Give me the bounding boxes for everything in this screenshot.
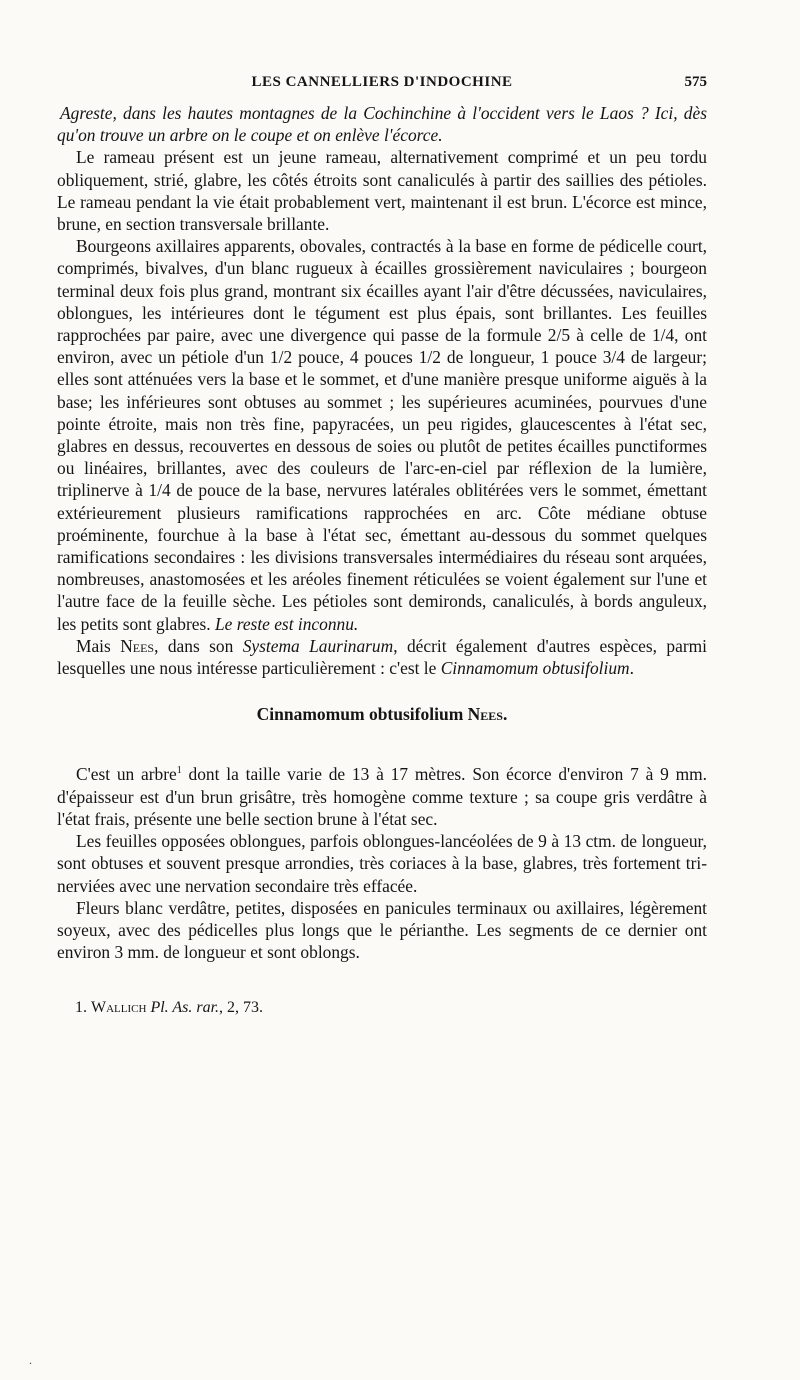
margin-mark: .	[29, 1353, 32, 1367]
section-author: Nees	[467, 704, 503, 725]
species-name: Cinnamomum obtusifolium	[440, 658, 630, 679]
paragraph-1	[57, 102, 707, 146]
page-number: 575	[684, 74, 707, 90]
author-nees: Nees	[120, 635, 155, 656]
p4-b: , dans son	[154, 635, 234, 656]
paragraph-2: Le rameau présent est un jeune rameau, alternativement comprimé et un peu tordu obliquement, strié, glabre, les côtés étroits sont canaliculés à partir des saillies des pétioles. Le rameau pendant la vie était probablement vert, maintenant il est brun. L'écorce est mince, brune, en section transversale brillante.	[57, 147, 707, 235]
footnote-work: Pl. As. rar.	[150, 999, 220, 1017]
body-text	[57, 102, 707, 963]
footnote-author: Wallich	[91, 999, 147, 1017]
italic-quote: Agreste, dans les hautes montagnes de la Cochinchine à l'occident vers le Laos ? Ici, dès qu'on trouve un arbre on le coupe et on enlève l'écorce.	[57, 103, 707, 146]
running-header	[57, 68, 707, 102]
paragraph-3	[57, 235, 707, 635]
p4-a: Mais	[76, 635, 111, 656]
p4-c: , décrit également d'autres espèces, parmi lesquelles une nous intéresse particulièrement : c'est le	[57, 635, 707, 679]
footnote-number: 1.	[75, 999, 87, 1017]
footnote	[57, 999, 707, 1017]
p5-a: C'est un arbre	[76, 764, 177, 785]
footnote-ref-text: , 2, 73.	[219, 999, 264, 1017]
footnote-ref: 1	[176, 765, 182, 777]
section-end: .	[502, 704, 508, 725]
paragraph-3-text: Bourgeons axillaires apparents, obovales, contractés à la base en forme de pédicelle court, comprimés, bivalves, d'un blanc rugueux à écailles grossièrement naviculaires ; bourgeon terminal deux fois plus grand, montrant six écailles ayant l'air d'être décussées, naviculaires, oblongues, les intérieures dont le tégument est plus épais, sont brillantes. Les feuilles rapprochées par paire, avec une divergence qui passe de la formule 2/5 à celle de 1/4, ont environ, avec un pétiole d'un 1/2 pouce, 4 pouces 1/2 de longueur, 1 pouce 3/4 de largeur; elles sont atténuées vers la base et le sommet, et d'une manière presque uniforme aiguës à la base; les inférieures sont obtuses au sommet ; les supérieures acuminées, pourvues d'une pointe étroite, mais non très fine, papyracées, un peu rigides, glaucescentes à l'état sec, glabres en dessus, recouvertes en dessous de soies ou plutôt de petites écailles punctiformes ou linéaires, brillantes, avec des couleurs de l'arc-en-ciel par réflexion de la lumière, triplinerve à 1/4 de pouce de la base, nervures latérales oblitérées vers le sommet, émettant extérieurement plusieurs ramifications rapprochées en arc. Côte médiane obtuse proéminente, fourchue à la base à l'état sec, émettant au-dessous du sommet quelques ramifications secondaires : les divisions transversales intermédiaires du réseau sont arquées, nombreuses, anastomosées et les aréoles finement réticulées se voient également sur l'une et l'autre face de la feuille sèche. Les pétioles sont demironds, canaliculés, à bords anguleux, les petits sont glabres.	[57, 236, 707, 634]
paragraph-4	[57, 635, 707, 679]
running-title: LES CANNELLIERS D'INDOCHINE	[251, 74, 513, 90]
section-species: Cinnamomum obtusifolium	[256, 704, 464, 725]
work-title: Systema Laurinarum	[242, 635, 394, 656]
p4-d: .	[629, 658, 634, 679]
p5-b: dont la taille varie de 13 à 17 mètres. Son écorce d'environ 7 à 9 mm. d'épaisseur est d'un brun grisâtre, très homogène comme texture ; sa coupe gris verdâtre à l'état frais, présente une belle section brune à l'état sec.	[57, 764, 707, 829]
paragraph-5	[57, 763, 707, 830]
paragraph-3-italic: Le reste est inconnu.	[214, 613, 359, 634]
paragraph-6: Les feuilles opposées oblongues, parfois oblongues-lancéolées de 9 à 13 ctm. de longueur, sont obtuses et souvent presque arrondies, très coriaces à la base, glabres, très fortement tri-nerviées avec une nervation secondaire très effacée.	[57, 831, 707, 896]
paragraph-7: Fleurs blanc verdâtre, petites, disposées en panicules terminaux ou axillaires, légèrement soyeux, avec des pédicelles plus longs que le périanthe. Les segments de ce dernier ont environ 3 mm. de longueur et sont oblongs.	[57, 897, 707, 963]
section-heading	[57, 703, 707, 725]
page	[57, 68, 707, 1017]
